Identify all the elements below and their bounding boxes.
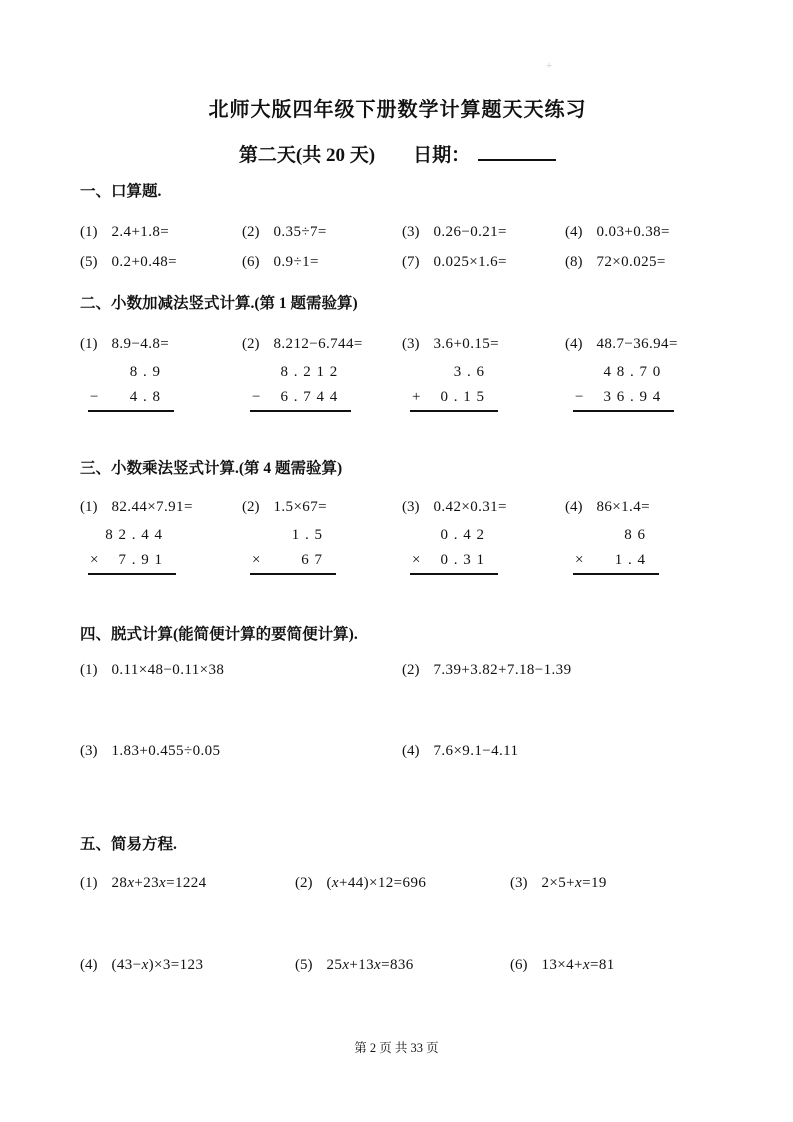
problem-number: (4)	[402, 743, 420, 759]
vertical-calculation	[250, 360, 351, 412]
problem-number: (1)	[80, 662, 98, 678]
problem-expression: (43−x)×3=123	[111, 957, 204, 973]
problem-expression: 2×5+x=19	[541, 875, 607, 891]
oral-problem-6	[242, 252, 402, 272]
problem-number: (1)	[80, 224, 98, 240]
problem-expression: 8.9−4.8=	[111, 336, 170, 352]
problem-number: (6)	[242, 254, 260, 270]
mult-problem-4	[565, 497, 715, 575]
problem-expression: 48.7−36.94=	[596, 336, 678, 352]
problem-expression: 1.83+0.455÷0.05	[111, 743, 221, 759]
problem-expression: 0.26−0.21=	[433, 224, 507, 240]
mult-problem-1	[80, 497, 242, 575]
problem-number: (6)	[510, 957, 528, 973]
vertical-calculation	[88, 523, 176, 575]
problem-number: (2)	[295, 875, 313, 891]
vertical-top-operand: 8 . 2 1 2	[280, 364, 339, 380]
vertical-top-operand: 4 8 . 7 0	[603, 364, 662, 380]
operator-sign: −	[90, 389, 99, 405]
section-vertical-addsub	[80, 294, 715, 412]
problem-number: (3)	[510, 875, 528, 891]
footer-page-indicator: 第 2 页 共 33 页	[354, 1041, 439, 1055]
equation-problem-grid	[80, 873, 715, 975]
problem-number: (3)	[402, 336, 420, 352]
vertical-top-operand: 3 . 6	[453, 364, 485, 380]
vertical-bottom-operand: − 3 6 . 9 4	[573, 385, 674, 412]
vertical-bottom-operand: + 0 . 1 5	[410, 385, 498, 412]
section-simple-equations	[80, 835, 715, 975]
problem-expression: 13×4+x=81	[541, 957, 615, 973]
problem-number: (3)	[80, 743, 98, 759]
vertical-bottom-operand: × 7 . 9 1	[88, 548, 176, 575]
vertical-top-operand: 8 . 9	[129, 364, 161, 380]
offform-problem-grid	[80, 660, 715, 761]
section-vertical-multiplication	[80, 459, 715, 575]
problem-number: (4)	[80, 957, 98, 973]
addsub-problem-grid	[80, 334, 715, 412]
problem-expression: 2.4+1.8=	[111, 224, 170, 240]
problem-expression: 72×0.025=	[596, 254, 666, 270]
mult-problem-grid	[80, 497, 715, 575]
mult-problem-2	[242, 497, 402, 575]
vertical-bottom-operand: × 1 . 4	[573, 548, 659, 575]
problem-number: (7)	[402, 254, 420, 270]
problem-expression: (x+44)×12=696	[326, 875, 427, 891]
oral-problem-5	[80, 252, 242, 272]
oral-problem-grid	[80, 222, 715, 272]
vertical-calculation	[410, 523, 498, 575]
vertical-calculation	[573, 523, 659, 575]
operator-sign: ×	[412, 552, 421, 568]
problem-expression: 86×1.4=	[596, 499, 650, 515]
page-subtitle	[80, 144, 715, 168]
vertical-bottom-operand: − 4 . 8	[88, 385, 174, 412]
problem-number: (2)	[242, 224, 260, 240]
problem-number: (5)	[80, 254, 98, 270]
offform-problem-2	[402, 660, 715, 680]
problem-number: (4)	[565, 336, 583, 352]
offform-problem-4	[402, 741, 715, 761]
operator-sign: ×	[252, 552, 261, 568]
section-oral-arithmetic	[80, 182, 715, 272]
date-label: 日期：	[413, 145, 471, 166]
problem-number: (4)	[565, 499, 583, 515]
problem-number: (8)	[565, 254, 583, 270]
oral-problem-7	[402, 252, 565, 272]
addsub-problem-3	[402, 334, 565, 412]
problem-expression: 7.6×9.1−4.11	[433, 743, 519, 759]
vertical-calculation	[250, 523, 336, 575]
operator-sign: −	[252, 389, 261, 405]
problem-expression: 0.025×1.6=	[433, 254, 507, 270]
addsub-problem-4	[565, 334, 715, 412]
problem-expression: 0.03+0.38=	[596, 224, 670, 240]
problem-expression: 0.35÷7=	[273, 224, 327, 240]
equation-problem-5	[295, 955, 510, 975]
vertical-calculation	[88, 360, 174, 412]
oral-problem-2	[242, 222, 402, 242]
problem-number: (1)	[80, 499, 98, 515]
equation-problem-3	[510, 873, 715, 893]
vertical-top-operand: 8 2 . 4 4	[105, 527, 163, 543]
section-heading: 五、简易方程.	[80, 836, 177, 853]
equation-problem-4	[80, 955, 295, 975]
oral-problem-3	[402, 222, 565, 242]
oral-problem-4	[565, 222, 715, 242]
operator-sign: ×	[90, 552, 99, 568]
equation-problem-6	[510, 955, 715, 975]
vertical-top-operand: 1 . 5	[291, 527, 323, 543]
problem-expression: 0.42×0.31=	[433, 499, 507, 515]
problem-number: (3)	[402, 224, 420, 240]
problem-number: (1)	[80, 875, 98, 891]
vertical-bottom-operand: × 0 . 3 1	[410, 548, 498, 575]
problem-expression: 25x+13x=836	[326, 957, 414, 973]
operator-sign: −	[575, 389, 584, 405]
operator-sign: ×	[575, 552, 584, 568]
oral-problem-1	[80, 222, 242, 242]
addsub-problem-2	[242, 334, 402, 412]
vertical-bottom-operand: × 6 7	[250, 548, 336, 575]
vertical-bottom-operand: − 6 . 7 4 4	[250, 385, 351, 412]
section-heading: 一、口算题.	[80, 183, 162, 200]
equation-problem-2	[295, 873, 510, 893]
problem-expression: 0.11×48−0.11×38	[111, 662, 225, 678]
problem-expression: 28x+23x=1224	[111, 875, 207, 891]
page-title: 北师大版四年级下册数学计算题天天练习	[208, 99, 587, 121]
oral-problem-8	[565, 252, 715, 272]
problem-expression: 82.44×7.91=	[111, 499, 193, 515]
equation-problem-1	[80, 873, 295, 893]
problem-number: (2)	[242, 499, 260, 515]
section-heading: 四、脱式计算(能简便计算的要简便计算).	[80, 626, 358, 643]
problem-number: (1)	[80, 336, 98, 352]
vertical-top-operand: 0 . 4 2	[440, 527, 485, 543]
date-blank-line	[478, 145, 556, 161]
addsub-problem-1	[80, 334, 242, 412]
problem-number: (2)	[402, 662, 420, 678]
section-offform-calculation	[80, 625, 715, 761]
problem-expression: 7.39+3.82+7.18−1.39	[433, 662, 572, 678]
problem-number: (2)	[242, 336, 260, 352]
mult-problem-3	[402, 497, 565, 575]
vertical-top-operand: 8 6	[624, 527, 646, 543]
scan-artifact: +	[546, 60, 553, 72]
problem-expression: 0.9÷1=	[273, 254, 319, 270]
operator-sign: +	[412, 389, 421, 405]
problem-expression: 8.212−6.744=	[273, 336, 363, 352]
day-indicator: 第二天(共 20 天)	[238, 145, 376, 166]
offform-problem-1	[80, 660, 402, 680]
section-heading: 三、小数乘法竖式计算.(第 4 题需验算)	[80, 460, 343, 477]
problem-number: (5)	[295, 957, 313, 973]
section-heading: 二、小数加减法竖式计算.(第 1 题需验算)	[80, 295, 358, 312]
vertical-calculation	[410, 360, 498, 412]
problem-expression: 0.2+0.48=	[111, 254, 178, 270]
problem-expression: 3.6+0.15=	[433, 336, 500, 352]
offform-problem-3	[80, 741, 402, 761]
problem-expression: 1.5×67=	[273, 499, 327, 515]
vertical-calculation	[573, 360, 674, 412]
problem-number: (3)	[402, 499, 420, 515]
problem-number: (4)	[565, 224, 583, 240]
